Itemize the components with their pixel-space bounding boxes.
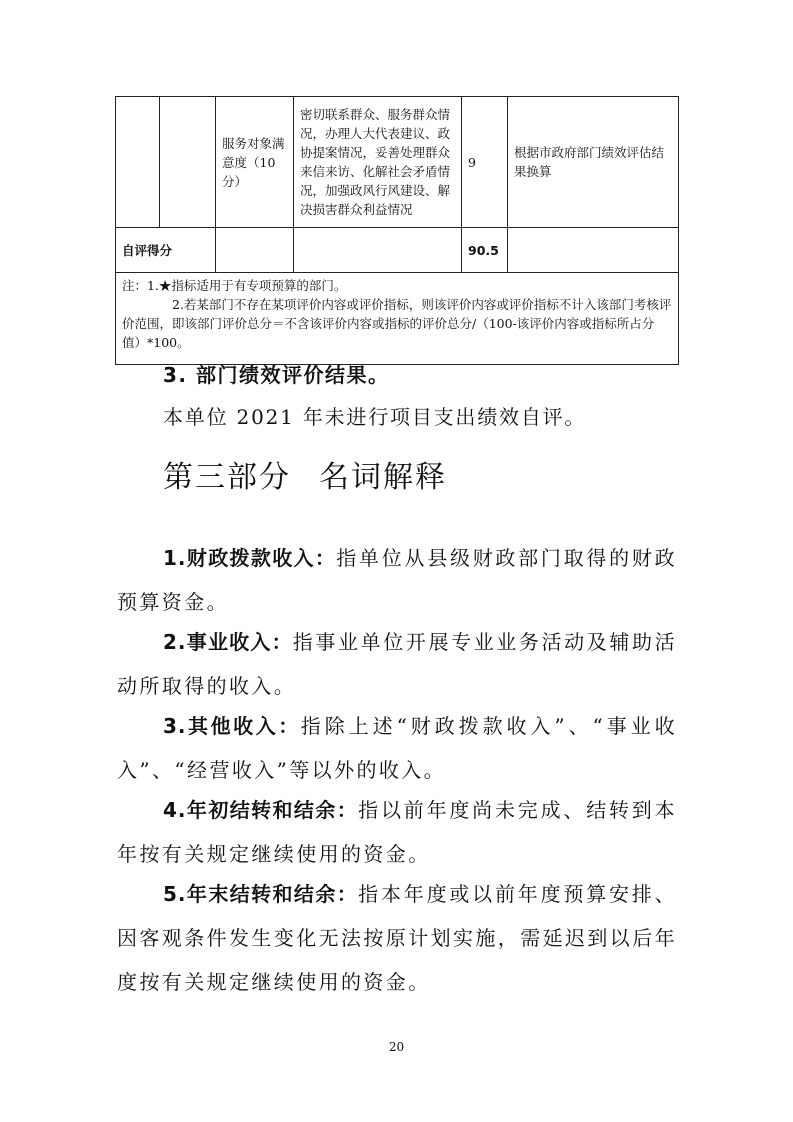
self-score-value: 90.5 xyxy=(462,228,508,273)
score-cell: 9 xyxy=(462,97,508,228)
indicator-cell: 服务对象满意度（10分） xyxy=(216,97,294,228)
term-name: 2.事业收入： xyxy=(163,630,293,654)
part-title xyxy=(163,452,447,496)
term-name: 1.财政拨款收入： xyxy=(163,546,337,570)
part-title-name: 名词解释 xyxy=(319,460,447,495)
page-number: 20 xyxy=(388,1040,405,1054)
table-notes-row xyxy=(116,273,679,365)
table-notes xyxy=(116,273,679,365)
table-row xyxy=(116,97,679,228)
term-name: 4.年初结转和结余： xyxy=(163,798,359,822)
scoring-note-cell: 根据市政府部门绩效评估结果换算 xyxy=(508,97,679,228)
term-definition: 指本年度或以前年度预算安排、因客观条件发生变化无法按原计划实施，需延迟到以后年度按有关规定继续使用的资金。 xyxy=(117,882,678,994)
self-score-label: 自评得分 xyxy=(116,228,216,273)
note-line-1: 注：1.★指标适用于有专项预算的部门。 xyxy=(122,278,347,293)
table-cell-empty xyxy=(116,97,160,228)
table-cell-empty xyxy=(508,228,679,273)
evaluation-content-cell: 密切联系群众、服务群众情况，办理人大代表建议、政协提案情况，妥善处理群众来信来访、化解社会矛盾情况，加强政风行风建设、解决损害群众利益情况 xyxy=(294,97,462,228)
table-row xyxy=(116,228,679,273)
table-cell-empty xyxy=(160,97,216,228)
term-paragraph xyxy=(117,704,677,792)
term-definition: 指单位从县级财政部门取得的财政预算资金。 xyxy=(117,546,678,614)
term-definition: 指以前年度尚未完成、结转到本年按有关规定继续使用的资金。 xyxy=(117,798,678,866)
term-definition: 指事业单位开展专业业务活动及辅助活动所取得的收入。 xyxy=(117,630,677,698)
performance-evaluation-table xyxy=(115,96,679,365)
part-title-number: 第三部分 xyxy=(163,460,291,495)
term-paragraph xyxy=(117,536,677,624)
term-definition: 指除上述“财政拨款收入”、“事业收入”、“经营收入”等以外的收入。 xyxy=(117,714,677,782)
term-name: 3.其他收入： xyxy=(163,714,301,738)
table-cell-empty xyxy=(216,228,294,273)
term-name: 5.年末结转和结余： xyxy=(163,882,359,906)
section-text: 本单位 2021 年未进行项目支出绩效自评。 xyxy=(163,405,587,429)
term-paragraph xyxy=(117,872,677,1004)
note-line-2: 2.若某部门不存在某项评价内容或评价指标，则该评价内容或评价指标不计入该部门考核评价范围，即该部门评价总分＝不含该评价内容或指标的评价总分/（100-该评价内容或指标所占分值）*100。 xyxy=(122,297,672,350)
term-paragraph xyxy=(117,620,677,708)
table-cell-empty xyxy=(294,228,462,273)
section-heading: 3. 部门绩效评价结果。 xyxy=(163,363,390,387)
term-paragraph xyxy=(117,788,677,876)
